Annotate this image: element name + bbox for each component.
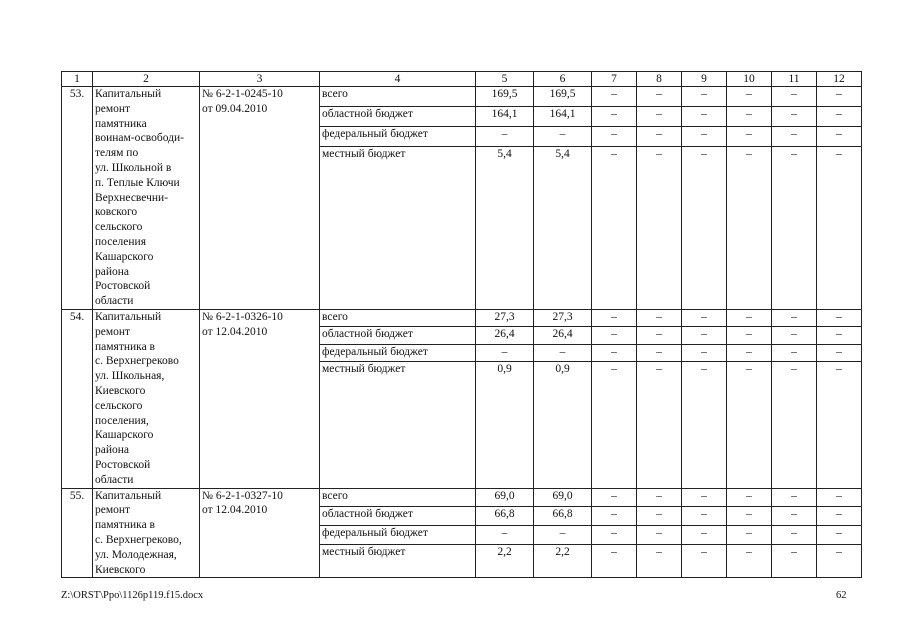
value-col-12: – <box>817 309 862 326</box>
value-col-10: – <box>727 525 772 544</box>
value-col-10: – <box>727 344 772 361</box>
value-col-6: 66,8 <box>534 507 592 526</box>
value-col-6: 5,4 <box>534 147 592 310</box>
value-col-6: 169,5 <box>534 87 592 107</box>
value-col-10: – <box>727 87 772 107</box>
value-col-5: – <box>476 525 534 544</box>
value-col-12: – <box>817 488 862 507</box>
object-name: Капитальный ремонт памятника в с. Верхнегреково, ул. Молодежная, Киевского <box>93 488 200 578</box>
value-col-7: – <box>592 147 637 310</box>
footer-file-path: Z:\ORST\Ppo\1126p119.f15.docx <box>61 590 204 601</box>
value-col-12: – <box>817 544 862 578</box>
value-col-11: – <box>772 344 817 361</box>
value-col-11: – <box>772 127 817 147</box>
value-col-9: – <box>682 327 727 344</box>
value-col-6: – <box>534 525 592 544</box>
value-col-11: – <box>772 309 817 326</box>
budget-table <box>61 71 862 578</box>
value-col-12: – <box>817 344 862 361</box>
value-col-5: 169,5 <box>476 87 534 107</box>
row-number: 55. <box>62 488 93 578</box>
value-col-11: – <box>772 362 817 488</box>
column-number-header: 9 <box>682 72 727 87</box>
value-col-10: – <box>727 107 772 127</box>
funding-source-label: федеральный бюджет <box>320 344 476 361</box>
value-col-5: 69,0 <box>476 488 534 507</box>
value-col-7: – <box>592 127 637 147</box>
column-number-header: 5 <box>476 72 534 87</box>
object-name: Капитальный ремонт памятника воинам-освободи- телям по ул. Школьной в п. Теплые Ключи Верхнесвечни- ковского сельского поселения Кашарского района Ростовской области <box>93 87 200 310</box>
funding-source-label: областной бюджет <box>320 507 476 526</box>
value-col-6: 27,3 <box>534 309 592 326</box>
funding-source-label: всего <box>320 87 476 107</box>
funding-source-label: федеральный бюджет <box>320 127 476 147</box>
value-col-10: – <box>727 507 772 526</box>
value-col-12: – <box>817 147 862 310</box>
object-name: Капитальный ремонт памятника в с. Верхнегреково ул. Школьная, Киевского сельского поселения, Кашарского района Ростовской области <box>93 309 200 488</box>
value-col-7: – <box>592 327 637 344</box>
value-col-12: – <box>817 362 862 488</box>
value-col-6: 69,0 <box>534 488 592 507</box>
value-col-7: – <box>592 344 637 361</box>
value-col-7: – <box>592 309 637 326</box>
value-col-9: – <box>682 309 727 326</box>
column-number-header: 12 <box>817 72 862 87</box>
value-col-8: – <box>637 344 682 361</box>
value-col-7: – <box>592 107 637 127</box>
value-col-7: – <box>592 525 637 544</box>
table-row <box>62 488 862 507</box>
funding-source-label: местный бюджет <box>320 544 476 578</box>
funding-source-label: областной бюджет <box>320 327 476 344</box>
value-col-12: – <box>817 107 862 127</box>
value-col-6: 0,9 <box>534 362 592 488</box>
row-number: 53. <box>62 87 93 310</box>
value-col-11: – <box>772 525 817 544</box>
column-number-header: 10 <box>727 72 772 87</box>
value-col-8: – <box>637 525 682 544</box>
value-col-6: 26,4 <box>534 327 592 344</box>
funding-source-label: всего <box>320 488 476 507</box>
value-col-5: – <box>476 127 534 147</box>
value-col-6: – <box>534 127 592 147</box>
value-col-8: – <box>637 87 682 107</box>
value-col-9: – <box>682 107 727 127</box>
value-col-8: – <box>637 488 682 507</box>
value-col-12: – <box>817 525 862 544</box>
value-col-11: – <box>772 147 817 310</box>
value-col-10: – <box>727 488 772 507</box>
value-col-9: – <box>682 87 727 107</box>
value-col-8: – <box>637 327 682 344</box>
value-col-10: – <box>727 147 772 310</box>
funding-source-label: всего <box>320 309 476 326</box>
footer-page-number: 62 <box>836 590 847 601</box>
header-row <box>62 72 862 87</box>
column-number-header: 1 <box>62 72 93 87</box>
value-col-7: – <box>592 544 637 578</box>
value-col-6: – <box>534 344 592 361</box>
column-number-header: 8 <box>637 72 682 87</box>
value-col-7: – <box>592 488 637 507</box>
value-col-9: – <box>682 147 727 310</box>
value-col-11: – <box>772 488 817 507</box>
value-col-9: – <box>682 488 727 507</box>
value-col-7: – <box>592 362 637 488</box>
value-col-12: – <box>817 327 862 344</box>
value-col-5: 164,1 <box>476 107 534 127</box>
value-col-11: – <box>772 87 817 107</box>
value-col-9: – <box>682 127 727 147</box>
value-col-8: – <box>637 127 682 147</box>
value-col-11: – <box>772 327 817 344</box>
value-col-12: – <box>817 87 862 107</box>
value-col-6: 2,2 <box>534 544 592 578</box>
table-row <box>62 309 862 326</box>
value-col-8: – <box>637 309 682 326</box>
column-number-header: 11 <box>772 72 817 87</box>
value-col-5: – <box>476 344 534 361</box>
funding-source-label: областной бюджет <box>320 107 476 127</box>
value-col-11: – <box>772 107 817 127</box>
column-number-header: 7 <box>592 72 637 87</box>
value-col-10: – <box>727 127 772 147</box>
row-number: 54. <box>62 309 93 488</box>
value-col-5: 66,8 <box>476 507 534 526</box>
column-number-header: 6 <box>534 72 592 87</box>
value-col-10: – <box>727 544 772 578</box>
value-col-11: – <box>772 507 817 526</box>
column-number-header: 3 <box>200 72 320 87</box>
value-col-5: 2,2 <box>476 544 534 578</box>
value-col-8: – <box>637 362 682 488</box>
column-number-header: 4 <box>320 72 476 87</box>
value-col-8: – <box>637 147 682 310</box>
value-col-12: – <box>817 507 862 526</box>
value-col-5: 27,3 <box>476 309 534 326</box>
value-col-7: – <box>592 87 637 107</box>
value-col-9: – <box>682 344 727 361</box>
value-col-5: 26,4 <box>476 327 534 344</box>
value-col-10: – <box>727 309 772 326</box>
value-col-7: – <box>592 507 637 526</box>
column-number-header: 2 <box>93 72 200 87</box>
value-col-6: 164,1 <box>534 107 592 127</box>
value-col-8: – <box>637 107 682 127</box>
value-col-8: – <box>637 544 682 578</box>
value-col-5: 0,9 <box>476 362 534 488</box>
funding-source-label: федеральный бюджет <box>320 525 476 544</box>
funding-source-label: местный бюджет <box>320 147 476 310</box>
document-reference: № 6-2-1-0326-10 от 12.04.2010 <box>200 309 320 488</box>
value-col-9: – <box>682 507 727 526</box>
value-col-9: – <box>682 362 727 488</box>
value-col-11: – <box>772 544 817 578</box>
value-col-10: – <box>727 327 772 344</box>
table-row <box>62 87 862 107</box>
value-col-12: – <box>817 127 862 147</box>
value-col-9: – <box>682 544 727 578</box>
document-reference: № 6-2-1-0245-10 от 09.04.2010 <box>200 87 320 310</box>
funding-source-label: местный бюджет <box>320 362 476 488</box>
document-reference: № 6-2-1-0327-10 от 12.04.2010 <box>200 488 320 578</box>
value-col-10: – <box>727 362 772 488</box>
value-col-8: – <box>637 507 682 526</box>
value-col-9: – <box>682 525 727 544</box>
value-col-5: 5,4 <box>476 147 534 310</box>
